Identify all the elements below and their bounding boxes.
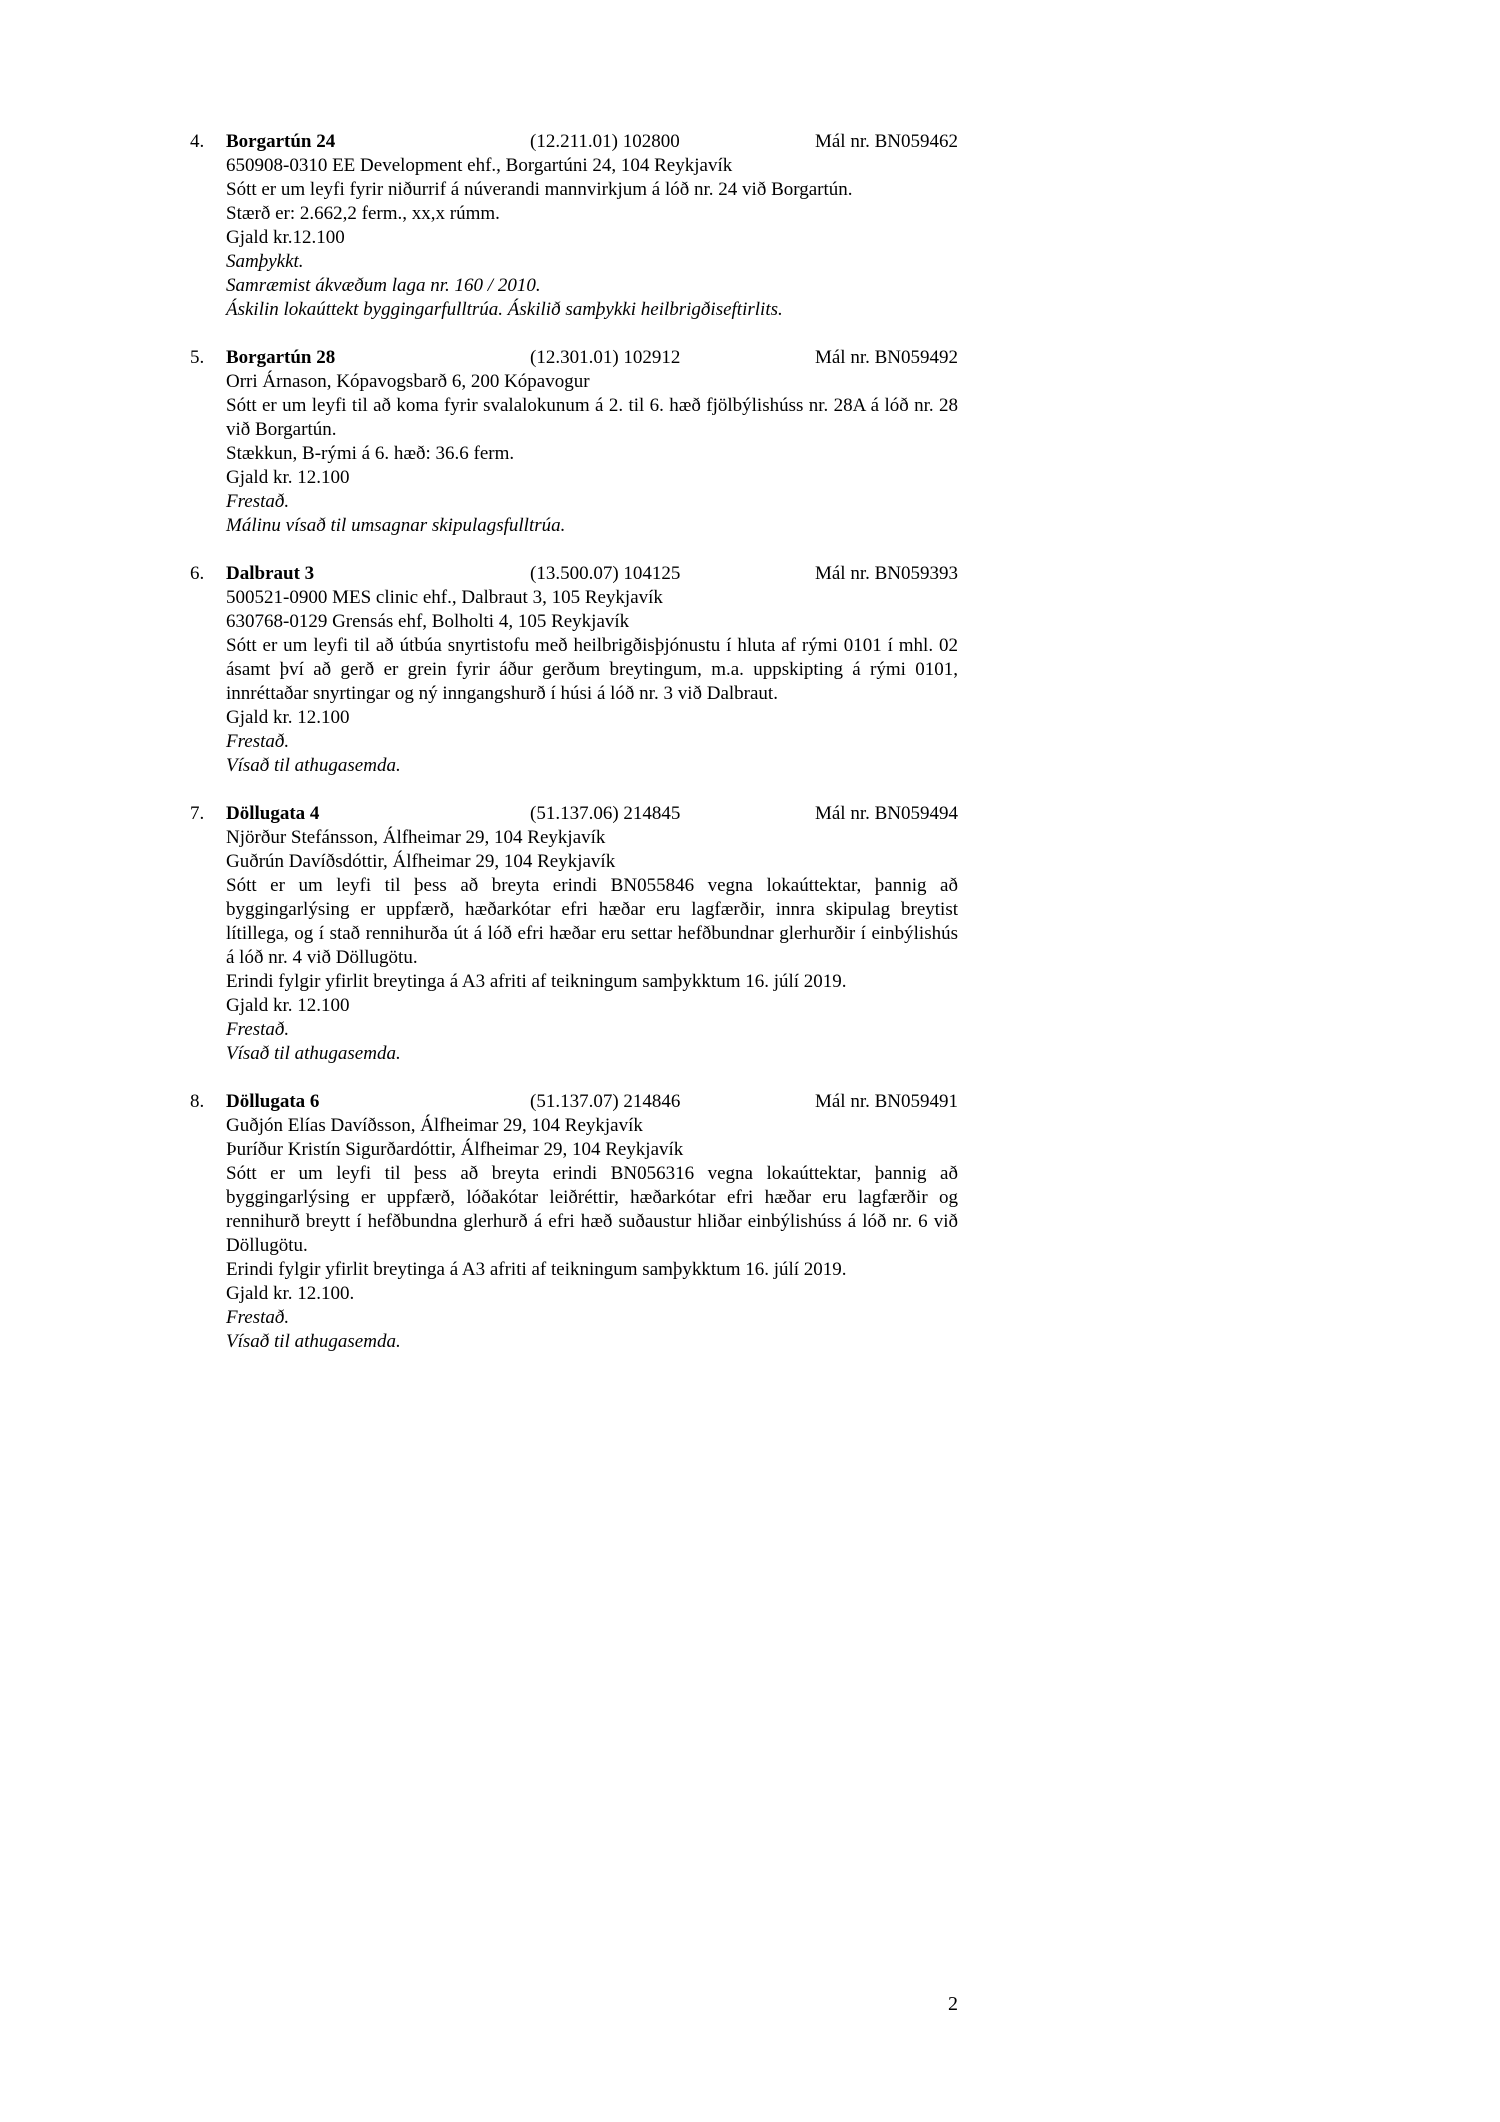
body-paragraph: Stækkun, B-rými á 6. hæð: 36.6 ferm. xyxy=(226,443,515,464)
item-number: 5. xyxy=(190,347,205,368)
decision-line: Áskilin lokaúttekt byggingarfulltrúa. Áskilið samþykki heilbrigðiseftirlits. xyxy=(226,299,783,320)
decision-line: Frestað. xyxy=(226,731,290,752)
fee-line: Gjald kr. 12.100. xyxy=(226,1283,355,1304)
body-paragraph: Sótt er um leyfi til þess að breyta erindi BN055846 vegna lokaúttektar, þannig að byggingarlýsing er uppfærð, hæðarkótar efri hæðar eru lagfærðir, innra skipulag breytist lítillega, og í stað rennihurða út á lóð efri hæðar eru settar hefðbundnar glerhurðir í einbýlishús á lóð nr. 4 við Döllugötu. xyxy=(226,875,958,968)
applicant-line: 650908-0310 EE Development ehf., Borgartúni 24, 104 Reykjavík xyxy=(226,155,733,176)
item-property-code: (13.500.07) 104125 xyxy=(530,563,681,584)
item-number: 8. xyxy=(190,1091,205,1112)
fee-line: Gjald kr. 12.100 xyxy=(226,707,350,728)
item-case-number: Mál nr. BN059492 xyxy=(814,347,958,368)
decision-line: Vísað til athugasemda. xyxy=(226,1043,401,1064)
item-header xyxy=(190,802,958,826)
page-number: 2 xyxy=(948,1993,958,2015)
item-content xyxy=(226,1114,958,1354)
applicant-line: Njörður Stefánsson, Álfheimar 29, 104 Reykjavík xyxy=(226,827,606,848)
body-paragraph: Sótt er um leyfi til að útbúa snyrtistofu með heilbrigðisþjónustu í hluta af rými 0101 í mhl. 02 ásamt því að gerð er grein fyrir áður gerðum breytingum, m.a. uppskipting á rými 0101, innréttaðar snyrtingar og ný inngangshurð í húsi á lóð nr. 3 við Dalbraut. xyxy=(226,635,958,704)
item-content xyxy=(226,826,958,1066)
fee-line: Gjald kr.12.100 xyxy=(226,227,345,248)
body-paragraph: Sótt er um leyfi til að koma fyrir svalalokunum á 2. til 6. hæð fjölbýlishúss nr. 28A á lóð nr. 28 við Borgartún. xyxy=(226,395,958,440)
item-title: Döllugata 6 xyxy=(226,1091,320,1112)
item-case-number: Mál nr. BN059491 xyxy=(814,1091,958,1112)
agenda-item-8 xyxy=(190,1090,958,1354)
item-content xyxy=(226,370,958,538)
decision-line: Málinu vísað til umsagnar skipulagsfulltrúa. xyxy=(226,515,566,536)
item-content xyxy=(226,586,958,778)
decision-line: Vísað til athugasemda. xyxy=(226,1331,401,1352)
agenda-item-5 xyxy=(190,346,958,538)
item-number: 6. xyxy=(190,563,205,584)
item-title: Borgartún 24 xyxy=(226,131,336,152)
item-property-code: (51.137.06) 214845 xyxy=(530,803,681,824)
decision-line: Frestað. xyxy=(226,1019,290,1040)
body-paragraph: Sótt er um leyfi fyrir niðurrif á núverandi mannvirkjum á lóð nr. 24 við Borgartún. xyxy=(226,179,853,200)
item-header xyxy=(190,346,958,370)
item-number: 7. xyxy=(190,803,205,824)
decision-line: Frestað. xyxy=(226,491,290,512)
agenda-item-4 xyxy=(190,130,958,322)
body-paragraph: Erindi fylgir yfirlit breytinga á A3 afriti af teikningum samþykktum 16. júlí 2019. xyxy=(226,1259,847,1280)
fee-line: Gjald kr. 12.100 xyxy=(226,467,350,488)
body-paragraph: Sótt er um leyfi til þess að breyta erindi BN056316 vegna lokaúttektar, þannig að byggingarlýsing er uppfærð, lóðakótar leiðréttir, hæðarkótar efri hæðar eru lagfærðir og rennihurð breytt í hefðbundna glerhurð á efri hæð suðaustur hliðar einbýlishúss á lóð nr. 6 við Döllugötu. xyxy=(226,1163,958,1256)
agenda-items-list xyxy=(190,130,958,1378)
body-paragraph: Stærð er: 2.662,2 ferm., xx,x rúmm. xyxy=(226,203,500,224)
item-number: 4. xyxy=(190,131,205,152)
item-title: Dalbraut 3 xyxy=(226,563,315,584)
agenda-item-7 xyxy=(190,802,958,1066)
applicant-line: Guðjón Elías Davíðsson, Álfheimar 29, 104 Reykjavík xyxy=(226,1115,643,1136)
decision-line: Vísað til athugasemda. xyxy=(226,755,401,776)
item-header xyxy=(190,1090,958,1114)
item-title: Döllugata 4 xyxy=(226,803,320,824)
decision-line: Samþykkt. xyxy=(226,251,304,272)
agenda-item-6 xyxy=(190,562,958,778)
decision-line: Samræmist ákvæðum laga nr. 160 / 2010. xyxy=(226,275,541,296)
item-case-number: Mál nr. BN059462 xyxy=(814,131,958,152)
item-case-number: Mál nr. BN059494 xyxy=(814,803,958,824)
item-property-code: (12.301.01) 102912 xyxy=(530,347,681,368)
applicant-line: Guðrún Davíðsdóttir, Álfheimar 29, 104 Reykjavík xyxy=(226,851,616,872)
item-header xyxy=(190,130,958,154)
applicant-line: Þuríður Kristín Sigurðardóttir, Álfheimar 29, 104 Reykjavík xyxy=(226,1139,684,1160)
item-property-code: (12.211.01) 102800 xyxy=(530,131,680,152)
fee-line: Gjald kr. 12.100 xyxy=(226,995,350,1016)
applicant-line: 500521-0900 MES clinic ehf., Dalbraut 3, 105 Reykjavík xyxy=(226,587,663,608)
item-title: Borgartún 28 xyxy=(226,347,336,368)
applicant-line: Orri Árnason, Kópavogsbarð 6, 200 Kópavogur xyxy=(226,371,590,392)
applicant-line: 630768-0129 Grensás ehf, Bolholti 4, 105 Reykjavík xyxy=(226,611,630,632)
body-paragraph: Erindi fylgir yfirlit breytinga á A3 afriti af teikningum samþykktum 16. júlí 2019. xyxy=(226,971,847,992)
decision-line: Frestað. xyxy=(226,1307,290,1328)
item-content xyxy=(226,154,958,322)
item-header xyxy=(190,562,958,586)
item-case-number: Mál nr. BN059393 xyxy=(814,563,958,584)
item-property-code: (51.137.07) 214846 xyxy=(530,1091,681,1112)
